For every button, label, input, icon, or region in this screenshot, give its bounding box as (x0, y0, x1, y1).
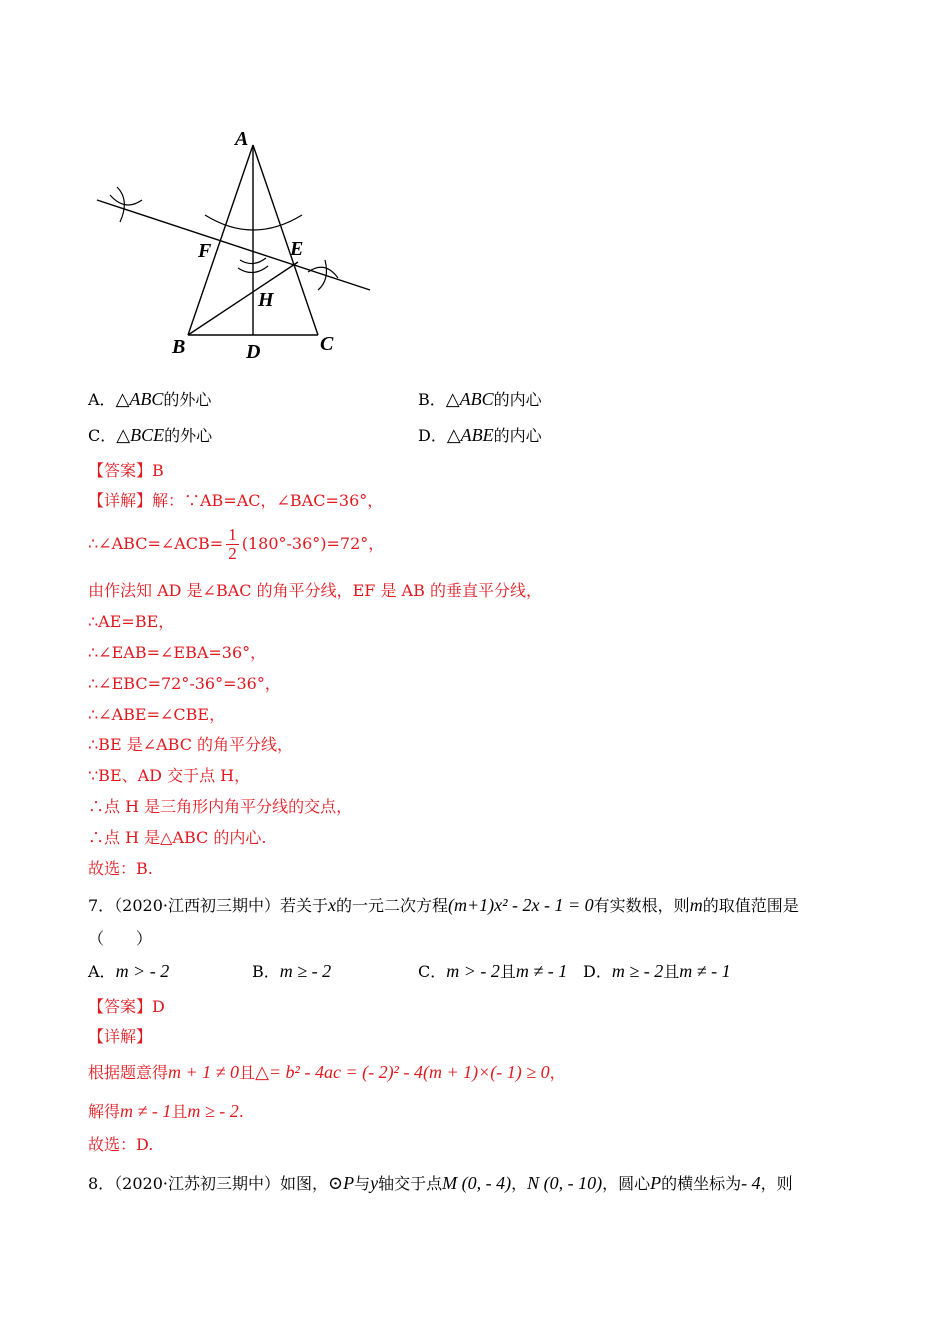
q7-option-a (88, 960, 169, 983)
step-text: 且 (239, 1063, 256, 1082)
fraction-denominator: 2 (228, 544, 237, 563)
variable-y: y (370, 1173, 379, 1193)
q7-detail-line: 【详解】 (88, 1027, 153, 1046)
q6-step: ∵BE、AD 交于点 H， (88, 766, 251, 785)
q6-step: ∴AE=BE， (88, 612, 175, 631)
q6-answer-line: 【答案】B (88, 461, 164, 480)
q6-step: ∴BE 是∠ABC 的角平分线， (88, 735, 294, 754)
option-text: 的外心 (163, 390, 212, 409)
perpendicular-bisector-line (97, 200, 370, 290)
option-math: m ≥ - 2 (279, 961, 332, 981)
q7-stem (88, 894, 799, 917)
option-math: m > - 2 (446, 961, 500, 981)
q6-option-c (88, 424, 212, 447)
stem-text: 轴交于点 (378, 1174, 443, 1193)
q6-step: 由作法知 AD 是∠BAC 的角平分线，EF 是 AB 的垂直平分线， (88, 581, 542, 600)
point-n: N (0, - 10) (527, 1173, 603, 1193)
q6-option-b (418, 388, 542, 411)
option-letter: B． (418, 390, 446, 409)
label-a: A (235, 128, 249, 150)
stem-text: 7．（2020·江西初三期中）若关于 (88, 896, 328, 915)
option-text: 的外心 (164, 426, 213, 445)
label-d: D (246, 341, 261, 363)
step-text: 且 (171, 1102, 188, 1121)
q6-detail-line: 【详解】解：∵AB=AC，∠BAC=36°， (88, 491, 384, 510)
q6-step: ∴∠ABE=∠CBE， (88, 705, 226, 724)
label-e: E (290, 238, 304, 260)
option-math: m ≥ - 2 (611, 961, 664, 981)
step-math: m ≠ - 1 (120, 1101, 172, 1121)
option-text: 且 (499, 962, 516, 981)
step-text: ， (549, 1063, 566, 1082)
label-c: C (320, 333, 334, 355)
option-letter: C． (88, 426, 117, 445)
q7-paren: （ ） (88, 929, 153, 948)
circle-p: ⊙P (328, 1173, 355, 1193)
q7-option-c (418, 960, 567, 983)
option-letter: C． (418, 962, 447, 981)
q7-answer-line: 【答案】D (88, 997, 165, 1016)
variable-m: m (689, 895, 703, 915)
segment-be (188, 262, 298, 335)
stem-text: ，则 (760, 1174, 793, 1193)
q7-step-1 (88, 1061, 566, 1084)
option-math: △ABC (115, 389, 164, 409)
option-letter: D． (418, 426, 447, 445)
label-b: B (172, 336, 186, 358)
stem-text: 的取值范围是 (702, 896, 799, 915)
stem-text: 的一元二次方程 (336, 896, 449, 915)
option-text: 的内心 (493, 390, 542, 409)
option-math: m ≠ - 1 (515, 961, 568, 981)
stem-text: 8．（2020·江苏初三期中）如图， (88, 1174, 328, 1193)
construction-mark (308, 267, 338, 278)
variable-x: x (328, 895, 336, 915)
q8-stem (88, 1172, 793, 1195)
construction-mark (110, 195, 142, 205)
q6-step: ∴∠EAB=∠EBA=36°， (88, 643, 267, 662)
variable-p: P (650, 1173, 662, 1193)
fraction (226, 526, 239, 563)
q7-option-b (252, 960, 331, 983)
q6-option-d (418, 424, 542, 447)
option-letter: A． (88, 962, 116, 981)
q6-option-a (88, 388, 211, 411)
step-math: △= b² - 4ac = (- 2)² - 4(m + 1)×(- 1) ≥ 0 (255, 1062, 550, 1082)
option-text: 的内心 (493, 426, 542, 445)
option-letter: B． (252, 962, 280, 981)
option-math: △BCE (116, 425, 165, 445)
option-letter: A． (88, 390, 116, 409)
step-text: (180°-36°)=72°， (241, 534, 385, 553)
q7-step-2 (88, 1100, 244, 1123)
option-text: 且 (663, 962, 680, 981)
stem-text: ， (511, 1174, 528, 1193)
step-text: ∴∠ABC=∠ACB= (88, 534, 224, 553)
q6-step: ∴∠EBC=72°-36°=36°， (88, 674, 281, 693)
step-text: 解得 (88, 1102, 121, 1121)
option-math: m ≠ - 1 (679, 961, 731, 981)
value: - 4 (741, 1173, 761, 1193)
stem-text: 与 (354, 1174, 371, 1193)
fraction-numerator: 1 (228, 525, 237, 544)
q6-step: ∴点 H 是△ABC 的内心. (88, 828, 267, 847)
equation: (m+1)x² - 2x - 1 = 0 (448, 895, 594, 915)
stem-text: 的横坐标为 (661, 1174, 742, 1193)
q6-step-1 (88, 522, 384, 566)
step-math: m + 1 ≠ 0 (168, 1062, 240, 1082)
step-text: . (238, 1102, 244, 1121)
option-math: m > - 2 (115, 961, 170, 981)
label-h: H (258, 289, 274, 311)
option-math: △ABC (445, 389, 494, 409)
stem-text: 有实数根，则 (593, 896, 690, 915)
q7-option-d (583, 960, 731, 983)
q6-step: ∴点 H 是三角形内角平分线的交点， (88, 797, 353, 816)
q6-conclusion: 故选：B. (88, 859, 153, 878)
geometry-figure (80, 120, 390, 370)
step-math: m ≥ - 2 (187, 1101, 239, 1121)
step-text: 根据题意得 (88, 1063, 169, 1082)
option-letter: D． (583, 962, 612, 981)
q7-conclusion: 故选：D. (88, 1135, 154, 1154)
point-m: M (0, - 4) (442, 1173, 512, 1193)
stem-text: ，圆心 (602, 1174, 651, 1193)
option-math: △ABE (446, 425, 494, 445)
label-f: F (198, 240, 212, 262)
